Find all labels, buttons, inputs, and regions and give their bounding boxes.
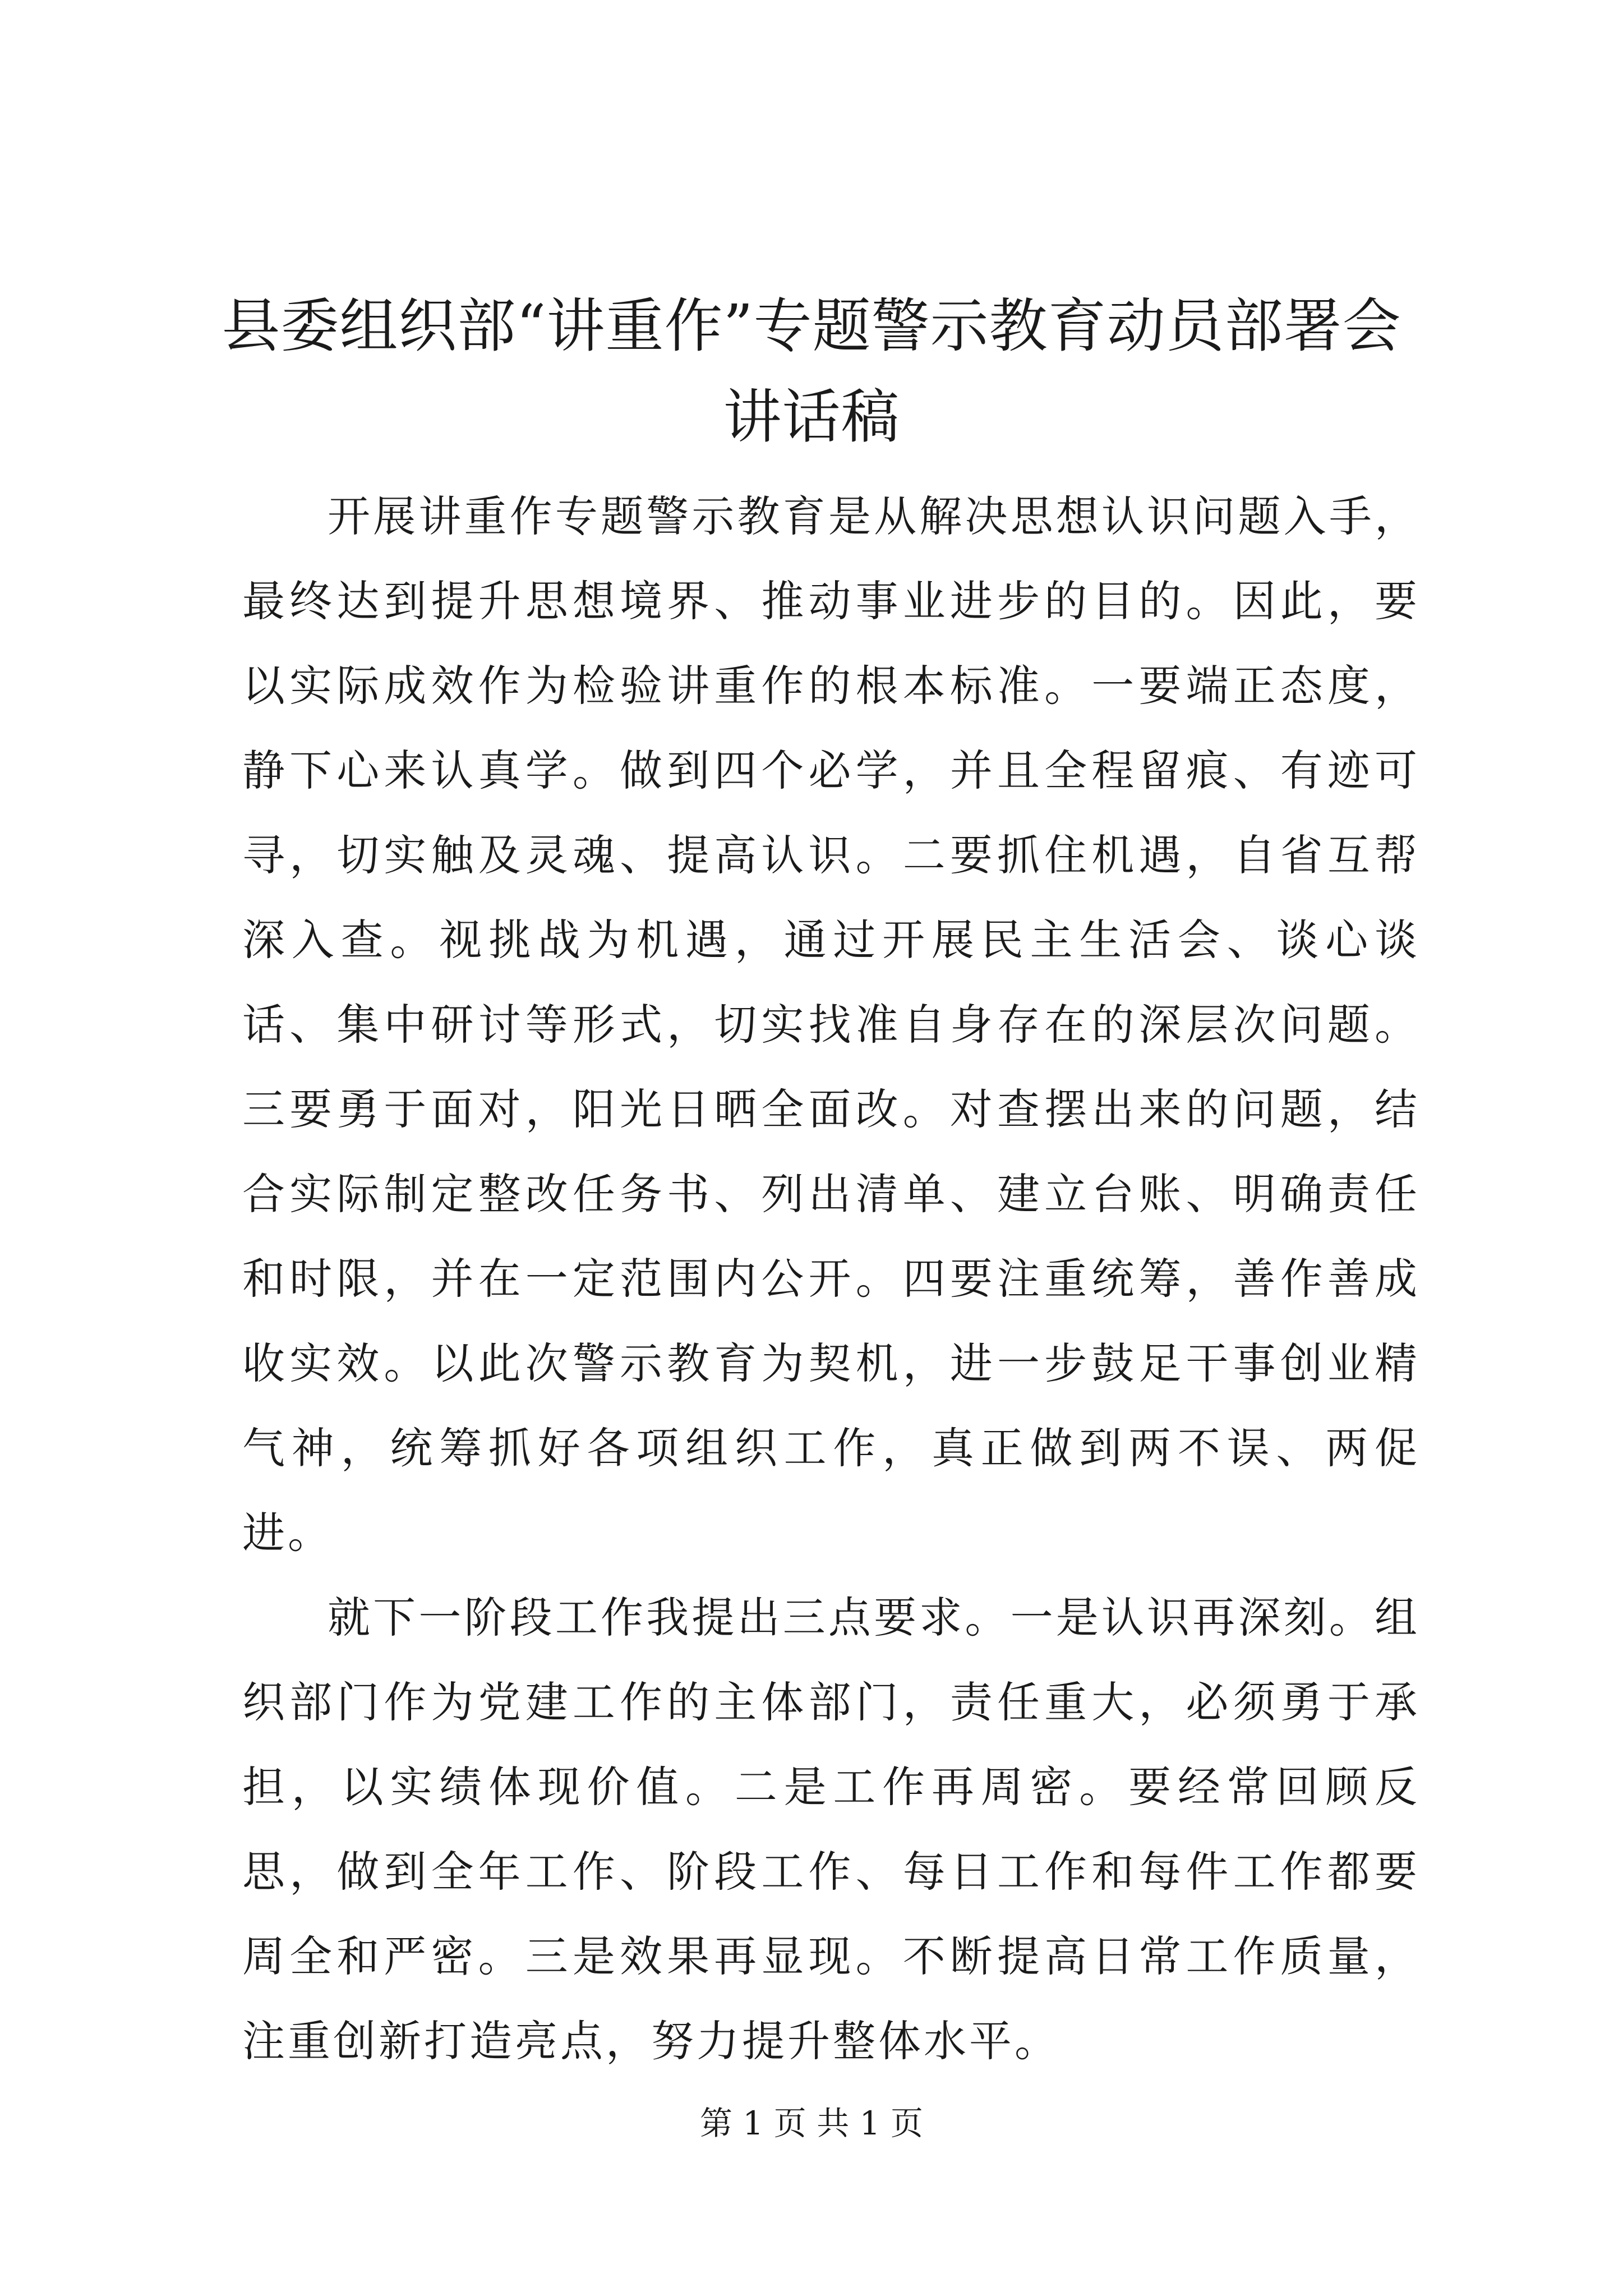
page-footer: 第 1 页 共 1 页 (700, 2104, 923, 2142)
paragraph-1: 开展讲重作专题警示教育是从解决思想认识问题入手，最终达到提升思想境界、推动事业进步的目的。因此，要以实际成效作为检验讲重作的根本标准。一要端正态度，静下心来认真学。做到四个必学，并且全程留痕、有迹可寻，切实触及灵魂、提高认识。二要抓住机遇，自省互帮深入查。视挑战为机遇，通过开展民主生活会、谈心谈话、集中研讨等形式，切实找准自身存在的深层次问题。三要勇于面对，阳光日晒全面改。对查摆出来的问题，结合实际制定整改任务书、列出清单、建立台账、明确责任和时限，并在一定范围内公开。四要注重统筹，善作善成收实效。以此次警示教育为契机，进一步鼓足干事创业精气神，统筹抓好各项组织工作，真正做到两不误、两促进。 (242, 491, 1420, 1558)
document-title: 县委组织部“讲重作”专题警示教育动员部署会讲话稿 (222, 292, 1401, 451)
paragraph-2: 就下一阶段工作我提出三点要求。一是认识再深刻。组织部门作为党建工作的主体部门，责任重大，必须勇于承担，以实绩体现价值。二是工作再周密。要经常回顾反思，做到全年工作、阶段工作、每日工作和每件工作都要周全和严密。三是效果再显现。不断提高日常工作质量，注重创新打造亮点，努力提升整体水平。 (242, 1593, 1420, 2066)
document-body (242, 474, 1420, 2083)
